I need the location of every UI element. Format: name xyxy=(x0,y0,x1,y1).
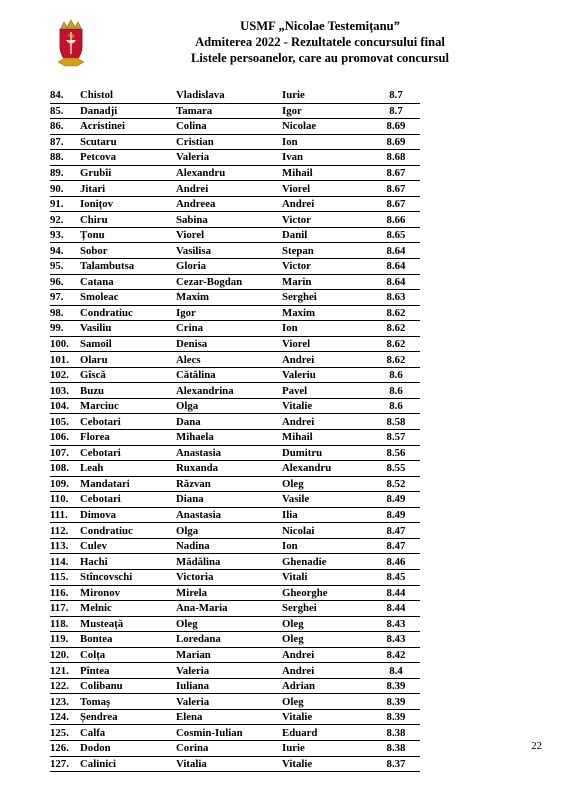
patronymic-cell: Victor xyxy=(282,259,372,275)
patronymic-cell: Pavel xyxy=(282,383,372,399)
score-cell: 8.67 xyxy=(372,181,420,197)
row-number-cell: 127. xyxy=(50,756,80,772)
table-row xyxy=(50,569,420,585)
first-name-cell: Ruxanda xyxy=(176,461,282,477)
row-number-cell: 115. xyxy=(50,569,80,585)
row-number-cell: 105. xyxy=(50,414,80,430)
row-number-cell: 89. xyxy=(50,165,80,181)
last-name-cell: Pîntea xyxy=(80,663,176,679)
last-name-cell: Culev xyxy=(80,538,176,554)
first-name-cell: Răzvan xyxy=(176,476,282,492)
table-row xyxy=(50,88,420,103)
first-name-cell: Igor xyxy=(176,305,282,321)
patronymic-cell: Dumitru xyxy=(282,445,372,461)
last-name-cell: Chiru xyxy=(80,212,176,228)
score-cell: 8.4 xyxy=(372,663,420,679)
table-row xyxy=(50,398,420,414)
row-number-cell: 119. xyxy=(50,632,80,648)
first-name-cell: Sabina xyxy=(176,212,282,228)
patronymic-cell: Iurie xyxy=(282,88,372,103)
title-line-3: Listele persoanelor, care au promovat concursul xyxy=(191,51,449,65)
score-cell: 8.49 xyxy=(372,507,420,523)
score-cell: 8.6 xyxy=(372,367,420,383)
first-name-cell: Alexandrina xyxy=(176,383,282,399)
table-row xyxy=(50,507,420,523)
page-header xyxy=(0,12,570,74)
table-row xyxy=(50,709,420,725)
score-cell: 8.64 xyxy=(372,243,420,259)
patronymic-cell: Viorel xyxy=(282,336,372,352)
last-name-cell: Acristinei xyxy=(80,119,176,135)
score-cell: 8.62 xyxy=(372,321,420,337)
first-name-cell: Diana xyxy=(176,492,282,508)
table-row xyxy=(50,756,420,772)
first-name-cell: Gloria xyxy=(176,259,282,275)
title-line-1: USMF „Nicolae Testemițanu” xyxy=(240,19,400,33)
row-number-cell: 94. xyxy=(50,243,80,259)
last-name-cell: Melnic xyxy=(80,601,176,617)
patronymic-cell: Ivan xyxy=(282,150,372,166)
patronymic-cell: Igor xyxy=(282,103,372,119)
patronymic-cell: Oleg xyxy=(282,632,372,648)
score-cell: 8.47 xyxy=(372,523,420,539)
score-cell: 8.64 xyxy=(372,259,420,275)
table-row xyxy=(50,181,420,197)
table-row xyxy=(50,445,420,461)
patronymic-cell: Serghei xyxy=(282,290,372,306)
results-table-body xyxy=(50,88,420,772)
row-number-cell: 95. xyxy=(50,259,80,275)
patronymic-cell: Mihail xyxy=(282,165,372,181)
patronymic-cell: Vasile xyxy=(282,492,372,508)
patronymic-cell: Oleg xyxy=(282,694,372,710)
table-row xyxy=(50,119,420,135)
last-name-cell: Cebotari xyxy=(80,414,176,430)
last-name-cell: Musteață xyxy=(80,616,176,632)
score-cell: 8.44 xyxy=(372,601,420,617)
row-number-cell: 101. xyxy=(50,352,80,368)
table-row xyxy=(50,274,420,290)
patronymic-cell: Nicolae xyxy=(282,119,372,135)
row-number-cell: 109. xyxy=(50,476,80,492)
last-name-cell: Condratiuc xyxy=(80,305,176,321)
first-name-cell: Vasilisa xyxy=(176,243,282,259)
row-number-cell: 111. xyxy=(50,507,80,523)
last-name-cell: Cebotari xyxy=(80,492,176,508)
first-name-cell: Anastasia xyxy=(176,507,282,523)
patronymic-cell: Stepan xyxy=(282,243,372,259)
row-number-cell: 104. xyxy=(50,398,80,414)
row-number-cell: 112. xyxy=(50,523,80,539)
last-name-cell: Mandatari xyxy=(80,476,176,492)
score-cell: 8.57 xyxy=(372,430,420,446)
row-number-cell: 120. xyxy=(50,647,80,663)
row-number-cell: 84. xyxy=(50,88,80,103)
patronymic-cell: Marin xyxy=(282,274,372,290)
score-cell: 8.66 xyxy=(372,212,420,228)
patronymic-cell: Nicolai xyxy=(282,523,372,539)
first-name-cell: Valeria xyxy=(176,694,282,710)
patronymic-cell: Oleg xyxy=(282,616,372,632)
patronymic-cell: Vitalie xyxy=(282,756,372,772)
patronymic-cell: Iurie xyxy=(282,740,372,756)
first-name-cell: Elena xyxy=(176,709,282,725)
results-table xyxy=(50,88,420,772)
last-name-cell: Mironov xyxy=(80,585,176,601)
score-cell: 8.6 xyxy=(372,398,420,414)
first-name-cell: Victoria xyxy=(176,569,282,585)
table-row xyxy=(50,414,420,430)
patronymic-cell: Andrei xyxy=(282,663,372,679)
score-cell: 8.42 xyxy=(372,647,420,663)
last-name-cell: Condratiuc xyxy=(80,523,176,539)
first-name-cell: Nadina xyxy=(176,538,282,554)
first-name-cell: Iuliana xyxy=(176,678,282,694)
first-name-cell: Valeria xyxy=(176,663,282,679)
score-cell: 8.7 xyxy=(372,88,420,103)
first-name-cell: Mădălina xyxy=(176,554,282,570)
score-cell: 8.45 xyxy=(372,569,420,585)
row-number-cell: 107. xyxy=(50,445,80,461)
score-cell: 8.39 xyxy=(372,709,420,725)
first-name-cell: Anastasia xyxy=(176,445,282,461)
score-cell: 8.69 xyxy=(372,119,420,135)
first-name-cell: Mihaela xyxy=(176,430,282,446)
row-number-cell: 123. xyxy=(50,694,80,710)
table-row xyxy=(50,461,420,477)
first-name-cell: Ana-Maria xyxy=(176,601,282,617)
last-name-cell: Leah xyxy=(80,461,176,477)
table-row xyxy=(50,321,420,337)
last-name-cell: Samoil xyxy=(80,336,176,352)
last-name-cell: Vasiliu xyxy=(80,321,176,337)
row-number-cell: 97. xyxy=(50,290,80,306)
score-cell: 8.39 xyxy=(372,678,420,694)
document-title xyxy=(110,18,530,66)
score-cell: 8.38 xyxy=(372,725,420,741)
page-number: 22 xyxy=(531,740,542,752)
patronymic-cell: Andrei xyxy=(282,352,372,368)
score-cell: 8.62 xyxy=(372,305,420,321)
row-number-cell: 99. xyxy=(50,321,80,337)
table-row xyxy=(50,196,420,212)
last-name-cell: Talambutsa xyxy=(80,259,176,275)
last-name-cell: Gîscă xyxy=(80,367,176,383)
patronymic-cell: Ghenadie xyxy=(282,554,372,570)
first-name-cell: Oleg xyxy=(176,616,282,632)
last-name-cell: Petcova xyxy=(80,150,176,166)
first-name-cell: Maxim xyxy=(176,290,282,306)
last-name-cell: Stîncovschi xyxy=(80,569,176,585)
last-name-cell: Țonu xyxy=(80,227,176,243)
table-row xyxy=(50,492,420,508)
score-cell: 8.52 xyxy=(372,476,420,492)
row-number-cell: 87. xyxy=(50,134,80,150)
row-number-cell: 108. xyxy=(50,461,80,477)
row-number-cell: 100. xyxy=(50,336,80,352)
first-name-cell: Andreea xyxy=(176,196,282,212)
score-cell: 8.7 xyxy=(372,103,420,119)
last-name-cell: Marciuc xyxy=(80,398,176,414)
first-name-cell: Dana xyxy=(176,414,282,430)
patronymic-cell: Vitalie xyxy=(282,709,372,725)
patronymic-cell: Oleg xyxy=(282,476,372,492)
last-name-cell: Ionițov xyxy=(80,196,176,212)
row-number-cell: 114. xyxy=(50,554,80,570)
last-name-cell: Sobor xyxy=(80,243,176,259)
first-name-cell: Vitalia xyxy=(176,756,282,772)
patronymic-cell: Valeriu xyxy=(282,367,372,383)
score-cell: 8.65 xyxy=(372,227,420,243)
table-row xyxy=(50,259,420,275)
last-name-cell: Colibanu xyxy=(80,678,176,694)
first-name-cell: Olga xyxy=(176,523,282,539)
last-name-cell: Jitari xyxy=(80,181,176,197)
row-number-cell: 102. xyxy=(50,367,80,383)
row-number-cell: 110. xyxy=(50,492,80,508)
first-name-cell: Cristian xyxy=(176,134,282,150)
university-crest-icon xyxy=(55,18,87,68)
patronymic-cell: Maxim xyxy=(282,305,372,321)
patronymic-cell: Mihail xyxy=(282,430,372,446)
patronymic-cell: Ilia xyxy=(282,507,372,523)
score-cell: 8.44 xyxy=(372,585,420,601)
table-row xyxy=(50,367,420,383)
table-row xyxy=(50,476,420,492)
row-number-cell: 91. xyxy=(50,196,80,212)
first-name-cell: Crina xyxy=(176,321,282,337)
row-number-cell: 122. xyxy=(50,678,80,694)
score-cell: 8.38 xyxy=(372,740,420,756)
patronymic-cell: Vitali xyxy=(282,569,372,585)
first-name-cell: Mirela xyxy=(176,585,282,601)
table-row xyxy=(50,601,420,617)
score-cell: 8.67 xyxy=(372,165,420,181)
score-cell: 8.56 xyxy=(372,445,420,461)
patronymic-cell: Andrei xyxy=(282,196,372,212)
row-number-cell: 106. xyxy=(50,430,80,446)
score-cell: 8.58 xyxy=(372,414,420,430)
table-row xyxy=(50,663,420,679)
first-name-cell: Alexandru xyxy=(176,165,282,181)
first-name-cell: Tamara xyxy=(176,103,282,119)
score-cell: 8.69 xyxy=(372,134,420,150)
row-number-cell: 96. xyxy=(50,274,80,290)
first-name-cell: Cosmin-Iulian xyxy=(176,725,282,741)
last-name-cell: Hachi xyxy=(80,554,176,570)
table-row xyxy=(50,227,420,243)
table-row xyxy=(50,290,420,306)
patronymic-cell: Vitalie xyxy=(282,398,372,414)
row-number-cell: 121. xyxy=(50,663,80,679)
row-number-cell: 116. xyxy=(50,585,80,601)
first-name-cell: Denisa xyxy=(176,336,282,352)
last-name-cell: Cebotari xyxy=(80,445,176,461)
table-row xyxy=(50,212,420,228)
table-row xyxy=(50,383,420,399)
last-name-cell: Șendrea xyxy=(80,709,176,725)
row-number-cell: 98. xyxy=(50,305,80,321)
row-number-cell: 113. xyxy=(50,538,80,554)
first-name-cell: Colina xyxy=(176,119,282,135)
table-row xyxy=(50,336,420,352)
score-cell: 8.62 xyxy=(372,352,420,368)
patronymic-cell: Andrei xyxy=(282,647,372,663)
score-cell: 8.37 xyxy=(372,756,420,772)
score-cell: 8.43 xyxy=(372,632,420,648)
last-name-cell: Calinici xyxy=(80,756,176,772)
table-row xyxy=(50,523,420,539)
table-row xyxy=(50,725,420,741)
last-name-cell: Bontea xyxy=(80,632,176,648)
first-name-cell: Viorel xyxy=(176,227,282,243)
first-name-cell: Olga xyxy=(176,398,282,414)
table-row xyxy=(50,647,420,663)
last-name-cell: Dodon xyxy=(80,740,176,756)
table-row xyxy=(50,554,420,570)
row-number-cell: 88. xyxy=(50,150,80,166)
table-row xyxy=(50,632,420,648)
score-cell: 8.39 xyxy=(372,694,420,710)
table-row xyxy=(50,305,420,321)
patronymic-cell: Serghei xyxy=(282,601,372,617)
first-name-cell: Vladislava xyxy=(176,88,282,103)
score-cell: 8.43 xyxy=(372,616,420,632)
last-name-cell: Catana xyxy=(80,274,176,290)
table-row xyxy=(50,430,420,446)
patronymic-cell: Ion xyxy=(282,321,372,337)
table-row xyxy=(50,694,420,710)
last-name-cell: Florea xyxy=(80,430,176,446)
patronymic-cell: Andrei xyxy=(282,414,372,430)
patronymic-cell: Danil xyxy=(282,227,372,243)
row-number-cell: 117. xyxy=(50,601,80,617)
first-name-cell: Marian xyxy=(176,647,282,663)
first-name-cell: Cătălina xyxy=(176,367,282,383)
table-row xyxy=(50,740,420,756)
last-name-cell: Chistol xyxy=(80,88,176,103)
patronymic-cell: Viorel xyxy=(282,181,372,197)
row-number-cell: 86. xyxy=(50,119,80,135)
last-name-cell: Grubîi xyxy=(80,165,176,181)
table-row xyxy=(50,243,420,259)
score-cell: 8.47 xyxy=(372,538,420,554)
table-row xyxy=(50,616,420,632)
row-number-cell: 90. xyxy=(50,181,80,197)
score-cell: 8.55 xyxy=(372,461,420,477)
score-cell: 8.49 xyxy=(372,492,420,508)
table-row xyxy=(50,165,420,181)
last-name-cell: Danadji xyxy=(80,103,176,119)
patronymic-cell: Eduard xyxy=(282,725,372,741)
last-name-cell: Buzu xyxy=(80,383,176,399)
table-row xyxy=(50,103,420,119)
last-name-cell: Calfa xyxy=(80,725,176,741)
row-number-cell: 103. xyxy=(50,383,80,399)
score-cell: 8.64 xyxy=(372,274,420,290)
table-row xyxy=(50,134,420,150)
score-cell: 8.68 xyxy=(372,150,420,166)
patronymic-cell: Victor xyxy=(282,212,372,228)
patronymic-cell: Ion xyxy=(282,134,372,150)
row-number-cell: 124. xyxy=(50,709,80,725)
last-name-cell: Colța xyxy=(80,647,176,663)
last-name-cell: Smoleac xyxy=(80,290,176,306)
score-cell: 8.62 xyxy=(372,336,420,352)
row-number-cell: 125. xyxy=(50,725,80,741)
patronymic-cell: Adrian xyxy=(282,678,372,694)
score-cell: 8.46 xyxy=(372,554,420,570)
row-number-cell: 118. xyxy=(50,616,80,632)
patronymic-cell: Ion xyxy=(282,538,372,554)
score-cell: 8.63 xyxy=(372,290,420,306)
table-row xyxy=(50,585,420,601)
row-number-cell: 126. xyxy=(50,740,80,756)
row-number-cell: 92. xyxy=(50,212,80,228)
row-number-cell: 93. xyxy=(50,227,80,243)
first-name-cell: Cezar-Bogdan xyxy=(176,274,282,290)
last-name-cell: Scutaru xyxy=(80,134,176,150)
table-row xyxy=(50,352,420,368)
table-row xyxy=(50,150,420,166)
patronymic-cell: Gheorghe xyxy=(282,585,372,601)
last-name-cell: Tomaș xyxy=(80,694,176,710)
first-name-cell: Andrei xyxy=(176,181,282,197)
score-cell: 8.67 xyxy=(372,196,420,212)
first-name-cell: Corina xyxy=(176,740,282,756)
last-name-cell: Dimova xyxy=(80,507,176,523)
title-line-2: Admiterea 2022 - Rezultatele concursului final xyxy=(195,35,445,49)
last-name-cell: Olaru xyxy=(80,352,176,368)
first-name-cell: Valeria xyxy=(176,150,282,166)
table-row xyxy=(50,678,420,694)
first-name-cell: Alecs xyxy=(176,352,282,368)
first-name-cell: Loredana xyxy=(176,632,282,648)
patronymic-cell: Alexandru xyxy=(282,461,372,477)
score-cell: 8.6 xyxy=(372,383,420,399)
table-row xyxy=(50,538,420,554)
row-number-cell: 85. xyxy=(50,103,80,119)
